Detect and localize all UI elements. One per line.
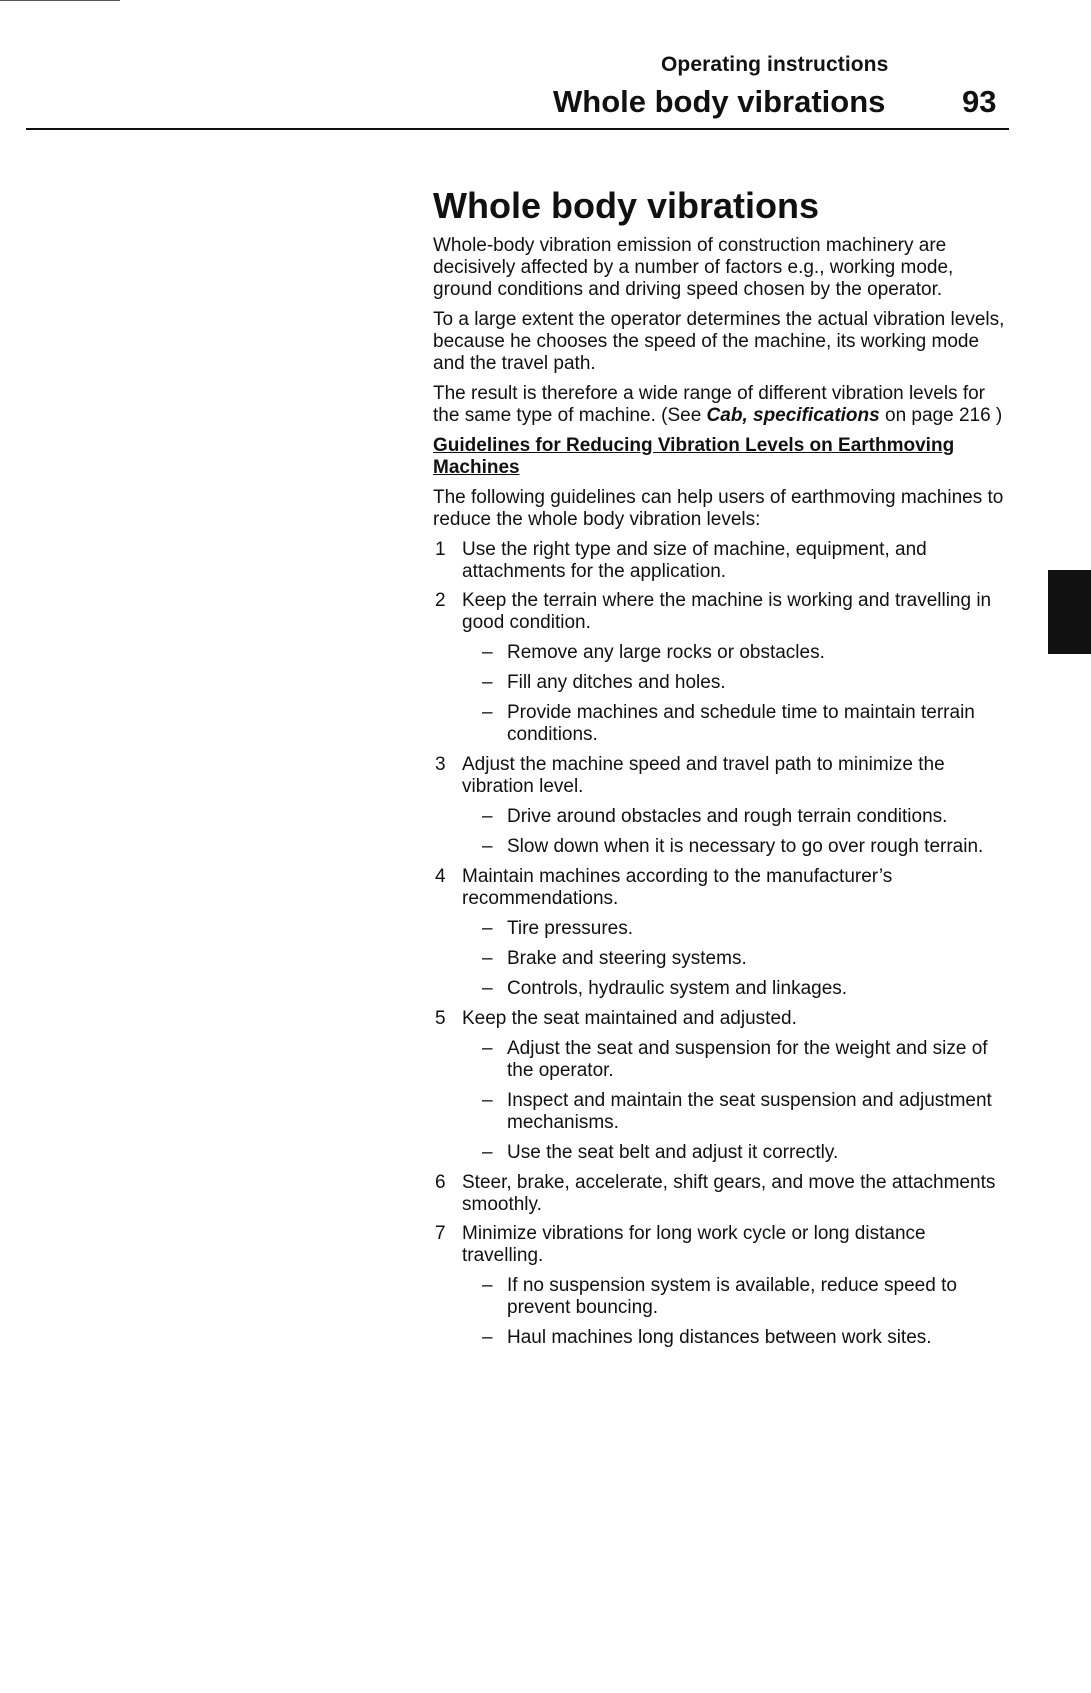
guideline-number: 4 xyxy=(435,866,446,887)
sub-guideline-item xyxy=(462,836,1011,858)
sub-guideline-list xyxy=(462,1275,1011,1349)
header-title: Whole body vibrations xyxy=(553,84,886,119)
guideline-text: Adjust the machine speed and travel path to minimize the vibration level. xyxy=(462,754,945,797)
sub-guideline-item xyxy=(462,978,1011,1000)
header-rule xyxy=(26,128,1009,130)
dash-marker: – xyxy=(482,806,493,827)
guideline-text: Steer, brake, accelerate, shift gears, and move the attachments smoothly. xyxy=(462,1172,996,1215)
sub-guideline-item xyxy=(462,702,1011,746)
dash-marker: – xyxy=(482,1038,493,1059)
sub-guideline-text: Provide machines and schedule time to maintain terrain conditions. xyxy=(507,702,975,745)
page-title: Whole body vibrations xyxy=(433,185,820,226)
guideline-number: 5 xyxy=(435,1008,446,1029)
guideline-number: 1 xyxy=(435,539,446,560)
sub-guideline-item xyxy=(462,1142,1011,1164)
dash-marker: – xyxy=(482,836,493,857)
guideline-list xyxy=(433,539,1011,1349)
sub-guideline-text: Fill any ditches and holes. xyxy=(507,672,726,693)
dash-marker: – xyxy=(482,642,493,663)
result-paragraph xyxy=(433,383,1011,427)
sub-guideline-text: Slow down when it is necessary to go over rough terrain. xyxy=(507,836,984,857)
guideline-text: Use the right type and size of machine, equipment, and attachments for the application. xyxy=(462,539,927,582)
sub-guideline-text: Controls, hydraulic system and linkages. xyxy=(507,978,848,999)
sub-guideline-list xyxy=(462,918,1011,1000)
guideline-number: 2 xyxy=(435,590,446,611)
dash-marker: – xyxy=(482,918,493,939)
header-section-label: Operating instructions xyxy=(661,53,889,76)
main-content xyxy=(433,185,1011,1357)
dash-marker: – xyxy=(482,948,493,969)
sub-guideline-item xyxy=(462,672,1011,694)
sub-guideline-item xyxy=(462,1275,1011,1319)
sub-guideline-list xyxy=(462,806,1011,858)
sub-guideline-item xyxy=(462,1090,1011,1134)
sub-guideline-text: Adjust the seat and suspension for the weight and size of the operator. xyxy=(507,1038,988,1081)
guideline-item xyxy=(433,1223,1011,1349)
guideline-item xyxy=(433,1008,1011,1164)
guideline-item xyxy=(433,866,1011,1000)
dash-marker: – xyxy=(482,1275,493,1296)
guideline-text: Keep the terrain where the machine is working and travelling in good condition. xyxy=(462,590,992,633)
guideline-number: 6 xyxy=(435,1172,446,1193)
sub-guideline-item xyxy=(462,948,1011,970)
sub-guideline-list xyxy=(462,642,1011,746)
sub-guideline-text: Remove any large rocks or obstacles. xyxy=(507,642,825,663)
page-number: 93 xyxy=(962,84,997,119)
intro-paragraph-2: To a large extent the operator determines the actual vibration levels, because he chooses the speed of the machine, its working mode and the travel path. xyxy=(433,309,1005,374)
sub-guideline-text: Drive around obstacles and rough terrain conditions. xyxy=(507,806,948,827)
guidelines-intro: The following guidelines can help users of earthmoving machines to reduce the whole body vibration levels: xyxy=(433,487,1004,530)
sub-guideline-item xyxy=(462,806,1011,828)
guideline-item xyxy=(433,539,1011,583)
guideline-text: Minimize vibrations for long work cycle or long distance travelling. xyxy=(462,1223,926,1266)
dash-marker: – xyxy=(482,1327,493,1348)
intro-paragraph-1: Whole-body vibration emission of construction machinery are decisively affected by a number of factors e.g., working mode, ground conditions and driving speed chosen by the operator. xyxy=(433,235,954,300)
dash-marker: – xyxy=(482,978,493,999)
sub-guideline-list xyxy=(462,1038,1011,1164)
dash-marker: – xyxy=(482,672,493,693)
guideline-item xyxy=(433,590,1011,746)
cab-specifications-reference[interactable]: Cab, specifications xyxy=(706,405,880,426)
sub-guideline-item xyxy=(462,918,1011,940)
result-text: The result is therefore a wide range of different vibration levels for the same type of machine. (See xyxy=(433,383,985,426)
top-edge-rule xyxy=(0,0,120,1)
dash-marker: – xyxy=(482,1142,493,1163)
sub-guideline-text: Use the seat belt and adjust it correctly. xyxy=(507,1142,839,1163)
sub-guideline-item xyxy=(462,642,1011,664)
guideline-number: 3 xyxy=(435,754,446,775)
guideline-item xyxy=(433,1172,1011,1216)
sub-guideline-text: Brake and steering systems. xyxy=(507,948,747,969)
guidelines-heading: Guidelines for Reducing Vibration Levels on Earthmoving Machines xyxy=(433,435,955,478)
guideline-text: Maintain machines according to the manufacturer’s recommendations. xyxy=(462,866,893,909)
guideline-number: 7 xyxy=(435,1223,446,1244)
guideline-item xyxy=(433,754,1011,858)
dash-marker: – xyxy=(482,1090,493,1111)
sub-guideline-item xyxy=(462,1327,1011,1349)
sub-guideline-text: Haul machines long distances between work sites. xyxy=(507,1327,932,1348)
guideline-text: Keep the seat maintained and adjusted. xyxy=(462,1008,797,1029)
dash-marker: – xyxy=(482,702,493,723)
sub-guideline-text: Tire pressures. xyxy=(507,918,633,939)
sub-guideline-item xyxy=(462,1038,1011,1082)
sub-guideline-text: If no suspension system is available, reduce speed to prevent bouncing. xyxy=(507,1275,957,1318)
sub-guideline-text: Inspect and maintain the seat suspension and adjustment mechanisms. xyxy=(507,1090,992,1133)
reference-page: on page 216 ) xyxy=(879,405,1003,426)
section-thumb-tab xyxy=(1048,570,1091,654)
